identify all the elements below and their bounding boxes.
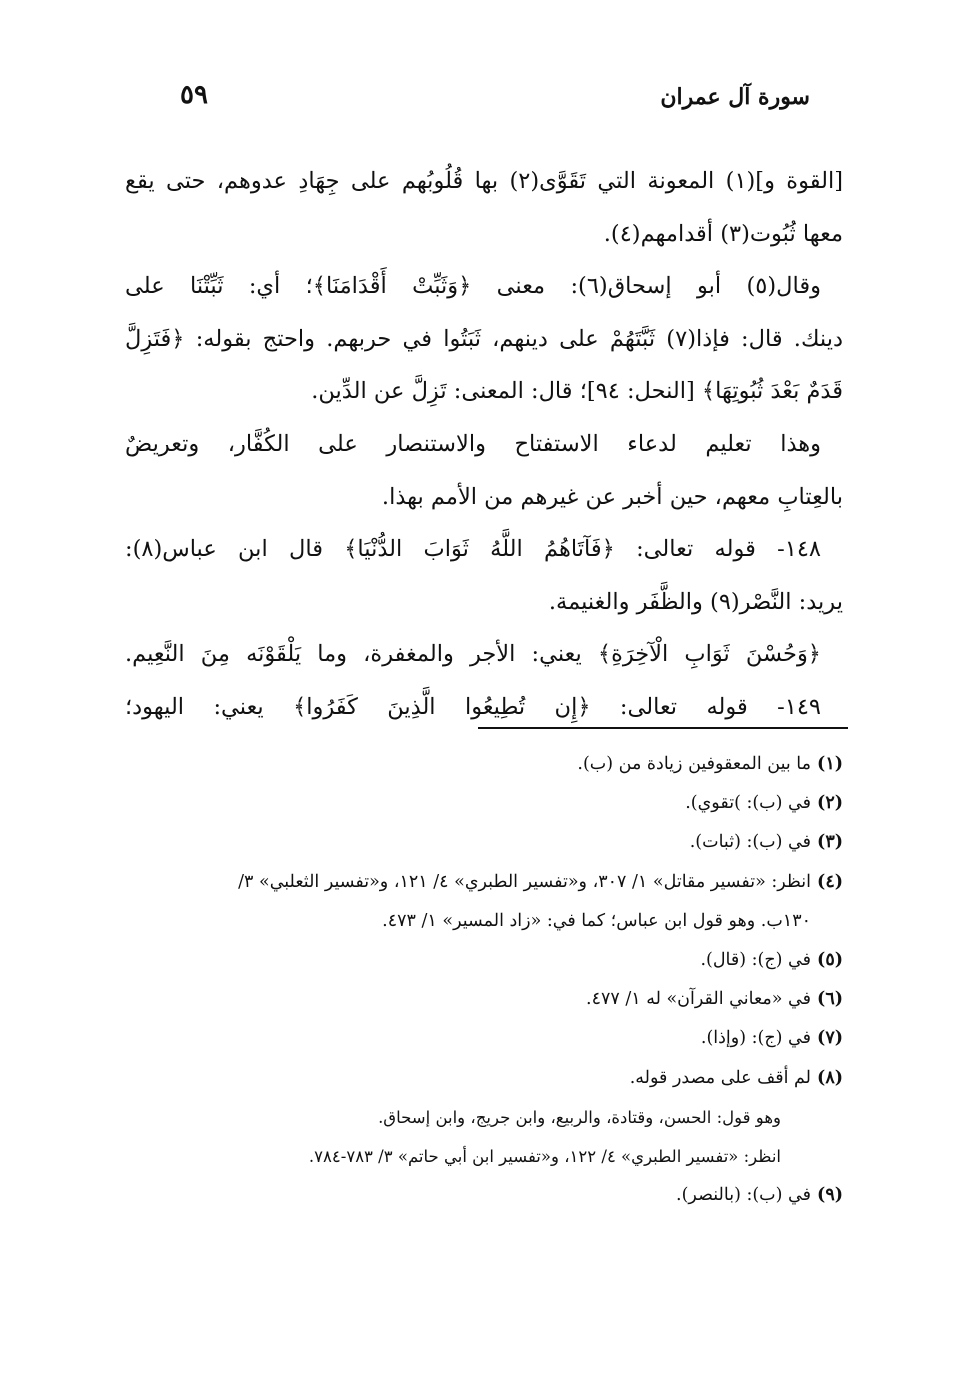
main-text [125, 155, 843, 734]
footnote-number: (٩) [817, 1185, 843, 1206]
footnote-item [125, 1019, 843, 1058]
footnote-item [125, 823, 843, 862]
text-line: معها ثُبُوت(٣) أقدامهم(٤). [603, 220, 843, 247]
text-line: ١٤٨- قوله تعالى: ﴿فَآتَاهُمُ اللَّهُ ثَوَابَ الدُّنْيَا﴾ قال ابن عباس(٨): [125, 536, 821, 563]
footnote-text: في (ج): (قال). [700, 950, 811, 971]
footnote-text: في (ب): (ثبات). [689, 832, 811, 853]
footnote-text: في (ج): (وإذا). [700, 1028, 811, 1049]
footnote-number: (١) [817, 754, 843, 774]
footnote-item [125, 941, 843, 980]
footnote-item [125, 863, 843, 902]
footnote-item [125, 1176, 843, 1215]
page-number: ٥٩ [180, 80, 208, 110]
text-line: وهذا تعليم لدعاء الاستفتاح والاستنصار على الكُفَّار، وتعريضٌ [125, 430, 821, 457]
text-line: وقال(٥) أبو إسحاق(٦): معنى ﴿وَثَبِّتْ أَقْدَامَنَا﴾؛ أي: ثَبِّتْنَا على [125, 273, 821, 300]
footnote-number: (٣) [817, 832, 843, 853]
footnote-text: في (ب): )تقوي). [685, 793, 811, 814]
text-line: يريد: النَّصْر(٩) والظَّفَر والغنيمة. [548, 588, 843, 615]
footnote-number: (٨) [817, 1067, 843, 1088]
footnote-number: (٦) [817, 989, 843, 1010]
footnote-text: في (ب): (بالنصر). [676, 1185, 811, 1206]
text-line: ١٤٩- قوله تعالى: ﴿إِن تُطِيعُوا الَّذِينَ كَفَرُوا﴾ يعني: اليهود؛ [125, 693, 821, 720]
text-line: ﴿وَحُسْنَ ثَوَابِ الْآخِرَةِ﴾ يعني: الأجر والمغفرة، وما يَلْقَوْنَه مِنَ النَّعِيم. [125, 641, 821, 668]
footnote-continuation: ١٣٠ب. وهو قول ابن عباس؛ كما في: «زاد المسير» ١/ ٤٧٣. [382, 910, 811, 931]
footnote-text: لم أقف على مصدر قوله. [629, 1067, 811, 1088]
footnote-item [125, 1059, 843, 1098]
footnote-text: ما بين المعقوفين زيادة من (ب). [577, 754, 811, 774]
footnote-item [125, 980, 843, 1019]
footnote-text: انظر: «تفسير مقاتل» ١/ ٣٠٧، و«تفسير الطبري» ٤/ ١٢١، و«تفسير الثعلبي» ٣/ [238, 871, 811, 892]
text-line: [القوة و](١) المعونة التي تَقَوَّى(٢) بها قُلُوبُهم على جِهَادِ عدوهم، حتى يقع [125, 168, 843, 194]
footnote-item [125, 745, 843, 784]
text-line: قَدَمٌ بَعْدَ ثُبُوتِهَا﴾ [النحل: ٩٤]؛ قال: المعنى: تَزِلَّ عن الدِّين. [311, 378, 843, 405]
footnote-extra-line: انظر: «تفسير الطبري» ٤/ ١٢٢، و«تفسير ابن أبي حاتم» ٣/ ٧٨٣-٧٨٤. [308, 1147, 781, 1167]
footnotes [125, 745, 843, 1215]
footnote-number: (٧) [817, 1028, 843, 1049]
surah-title: سورة آل عمران [660, 84, 810, 110]
footnote-text: في «معاني القرآن» له ١/ ٤٧٧. [585, 989, 811, 1010]
footnote-separator [478, 727, 848, 729]
footnote-extra-line: وهو قول: الحسن، وقتادة، والربيع، وابن جريج، وابن إسحاق. [378, 1107, 781, 1127]
footnote-number: (٢) [817, 793, 843, 814]
footnote-number: (٤) [817, 871, 843, 892]
text-line: بالعِتابِ معهم، حين أخبر عن غيرهم من الأمم بهذا. [381, 483, 843, 510]
footnote-item [125, 784, 843, 823]
text-line: دينك. قال: فإذا(٧) ثَبَّتَهُمْ على دينهم، ثَبَتُوا في حربهم. واحتج بقوله: ﴿فَتَزِلَّ [125, 325, 843, 352]
footnote-number: (٥) [817, 950, 843, 971]
page-header [180, 80, 810, 120]
